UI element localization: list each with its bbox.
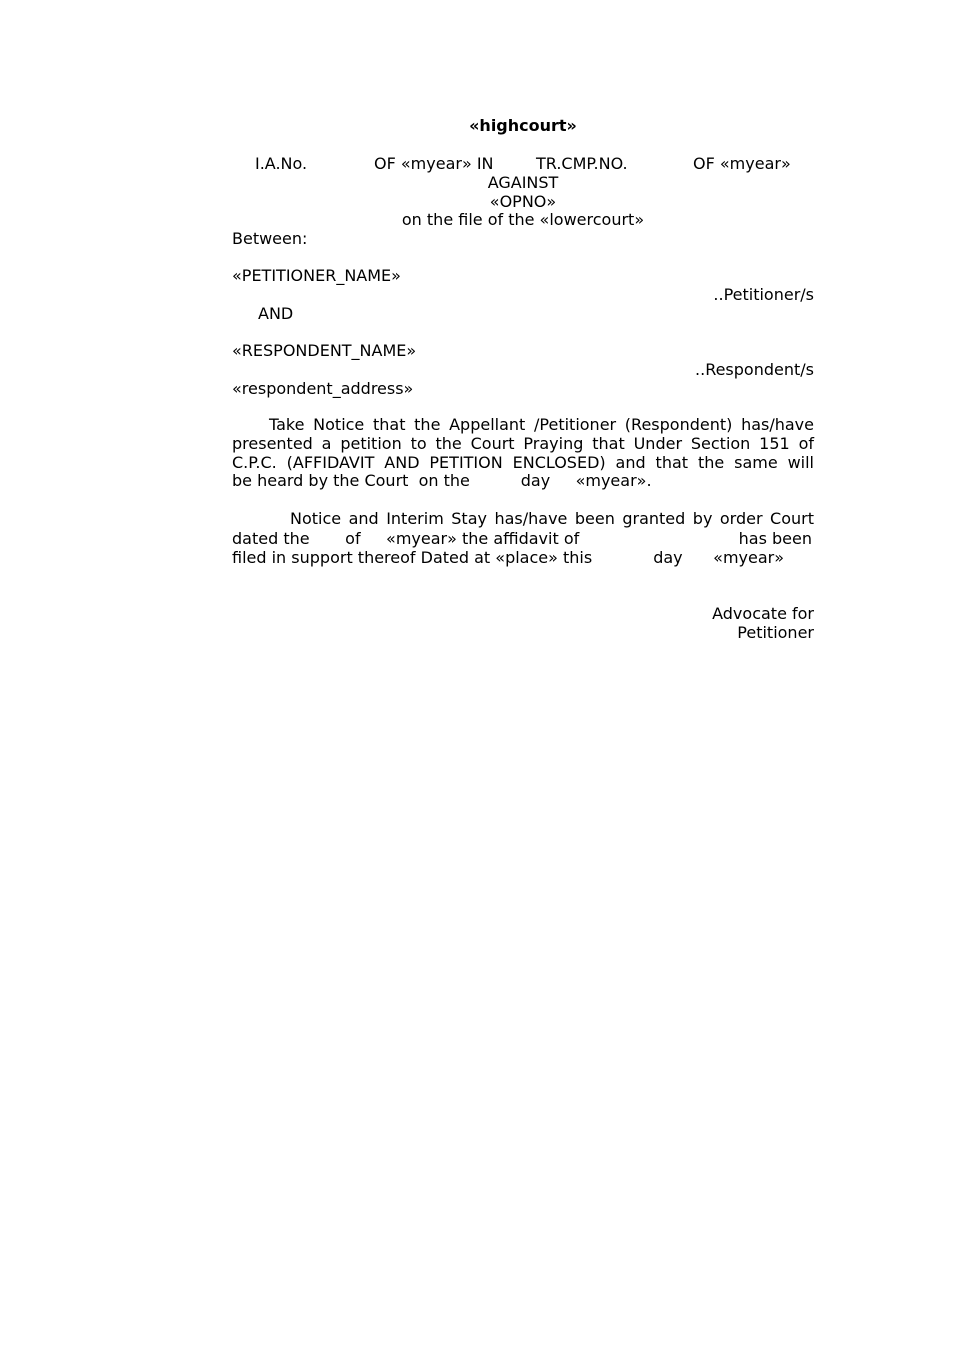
- opno-field: «OPNO»: [489, 192, 557, 211]
- petitioner-label: ..Petitioner/s: [713, 285, 814, 304]
- lower-court-line: on the file of the «lowercourt»: [401, 210, 645, 229]
- court-title: «highcourt»: [469, 116, 577, 135]
- stay-line-3: filed in support thereof Dated at «place» this day «myear»: [232, 548, 785, 567]
- stay-paragraph: [232, 510, 814, 529]
- notice-line-4: be heard by the Court on the day «myear».: [232, 471, 652, 491]
- signature-line-2: Petitioner: [737, 623, 814, 642]
- of-myear-label: OF «myear»: [693, 154, 791, 173]
- signature-line-1: Advocate for: [712, 604, 814, 623]
- against-label: AGAINST: [487, 173, 559, 192]
- ia-no-label: I.A.No.: [255, 154, 308, 173]
- tr-cmp-no-label: TR.CMP.NO.: [536, 154, 628, 173]
- respondent-label: ..Respondent/s: [695, 360, 814, 379]
- notice-line-3: C.P.C. (AFFIDAVIT AND PETITION ENCLOSED) and that the same will: [232, 452, 814, 472]
- of-myear-in-label: OF «myear» IN: [374, 154, 494, 173]
- stay-line-2b: has been: [738, 529, 812, 548]
- between-label: Between:: [232, 229, 308, 248]
- stay-line-2a: dated the of «myear» the affidavit of: [232, 529, 580, 548]
- petitioner-name: «PETITIONER_NAME»: [232, 266, 401, 285]
- notice-paragraph: [232, 416, 814, 491]
- respondent-address: «respondent_address»: [232, 379, 414, 398]
- notice-line-1: Take Notice that the Appellant /Petitioner (Respondent) has/have: [269, 415, 814, 434]
- and-label: AND: [258, 304, 294, 323]
- respondent-name: «RESPONDENT_NAME»: [232, 341, 417, 360]
- stay-line-1: Notice and Interim Stay has/have been granted by order Court: [290, 509, 814, 528]
- notice-line-2: presented a petition to the Court Praying that Under Section 151 of: [232, 433, 814, 453]
